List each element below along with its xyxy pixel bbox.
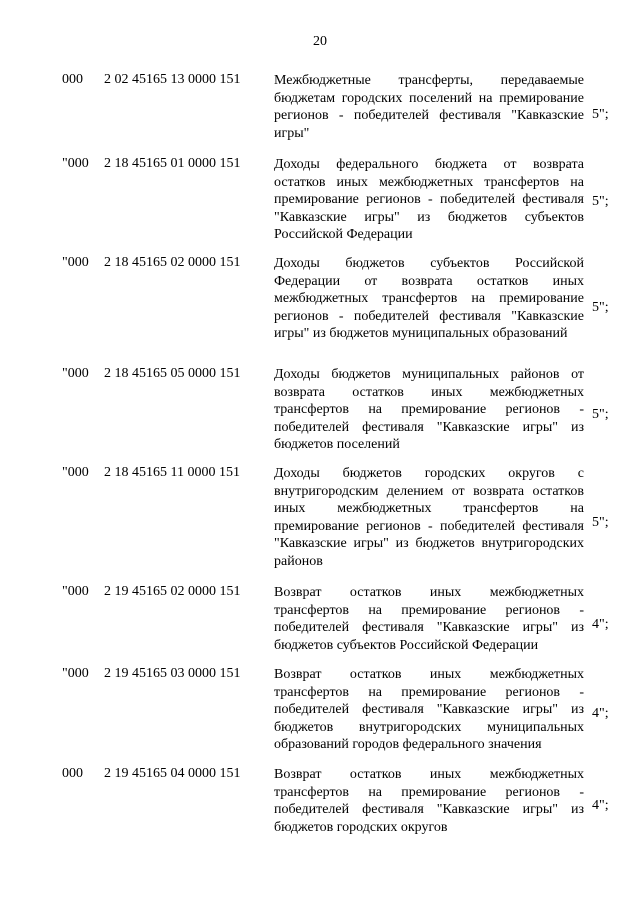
row-prefix: "000: [62, 366, 89, 381]
row-value: 5";: [592, 300, 609, 315]
budget-code: 2 19 45165 04 0000 151: [104, 766, 241, 781]
row-description: Доходы бюджетов субъектов Российской Федерации от возврата остатков иных межбюджетных трансфертов на премирование регионов - победителей фестиваля "Кавказские игры" из бюджетов муниципальных образований: [274, 256, 584, 341]
budget-code: 2 18 45165 11 0000 151: [104, 465, 240, 480]
row-description: Возврат остатков иных межбюджетных трансфертов на премирование регионов - победителей фестиваля "Кавказские игры" из бюджетов внутригородских муниципальных образований городов федерального значения: [274, 667, 584, 752]
row-description: Доходы бюджетов муниципальных районов от возврата остатков иных межбюджетных трансфертов на премирование регионов - победителей фестиваля "Кавказские игры" из бюджетов поселений: [274, 367, 584, 452]
row-value: 5";: [592, 107, 609, 122]
row-value: 5";: [592, 194, 609, 209]
budget-code: 2 19 45165 03 0000 151: [104, 666, 241, 681]
budget-code: 2 18 45165 01 0000 151: [104, 156, 241, 171]
row-value: 5";: [592, 515, 609, 530]
budget-code: 2 18 45165 02 0000 151: [104, 255, 241, 270]
row-description: Доходы федерального бюджета от возврата остатков иных межбюджетных трансфертов на премирование регионов - победителей фестиваля "Кавказские игры" из бюджетов субъектов Российской Федерации: [274, 157, 584, 242]
budget-code: 2 18 45165 05 0000 151: [104, 366, 241, 381]
row-prefix: "000: [62, 465, 89, 480]
row-description: Возврат остатков иных межбюджетных трансфертов на премирование регионов - победителей фестиваля "Кавказские игры" из бюджетов городских округов: [274, 767, 584, 835]
row-prefix: "000: [62, 666, 89, 681]
row-value: 4";: [592, 617, 609, 632]
page-number: 20: [313, 34, 327, 49]
row-description: Возврат остатков иных межбюджетных трансфертов на премирование регионов - победителей фестиваля "Кавказские игры" из бюджетов субъектов Российской Федерации: [274, 585, 584, 653]
row-description: Межбюджетные трансферты, передаваемые бюджетам городских поселений на премирование регионов - победителей фестиваля "Кавказские игры": [274, 73, 584, 141]
row-value: 4";: [592, 706, 609, 721]
row-value: 5";: [592, 407, 609, 422]
row-value: 4";: [592, 798, 609, 813]
budget-code: 2 19 45165 02 0000 151: [104, 584, 241, 599]
row-prefix: "000: [62, 584, 89, 599]
row-prefix: 000: [62, 72, 83, 87]
row-description: Доходы бюджетов городских округов с внутригородским делением от возврата остатков иных межбюджетных трансфертов на премирование регионов - победителей фестиваля "Кавказские игры" из бюджетов внутригородских районов: [274, 466, 584, 569]
row-prefix: 000: [62, 766, 83, 781]
budget-code: 2 02 45165 13 0000 151: [104, 72, 241, 87]
row-prefix: "000: [62, 255, 89, 270]
row-prefix: "000: [62, 156, 89, 171]
